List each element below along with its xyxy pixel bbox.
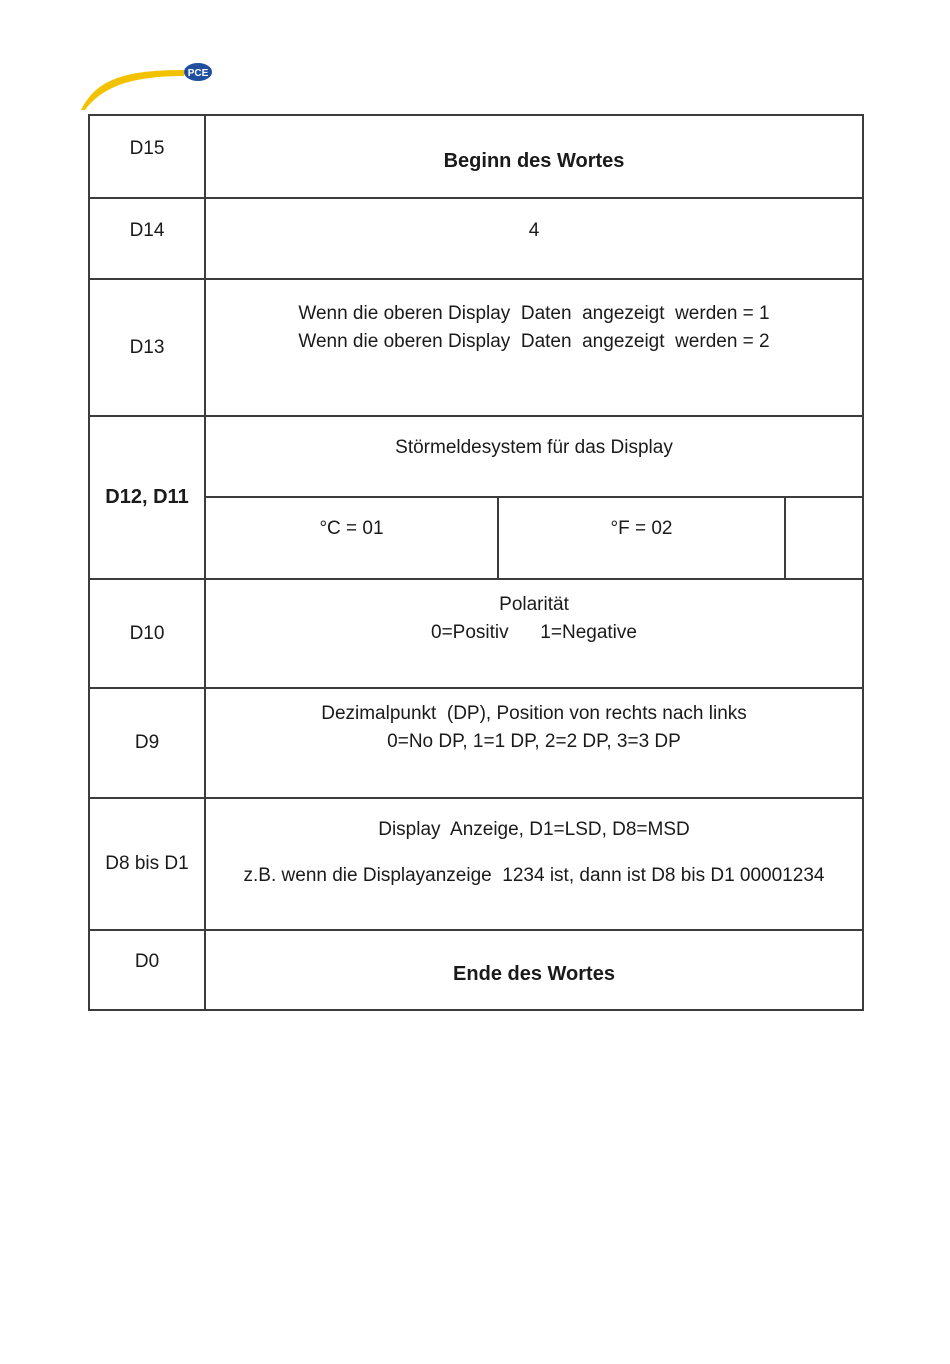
protocol-table — [88, 114, 864, 1011]
row-label: D9 — [90, 689, 206, 797]
row-label: D0 — [90, 931, 206, 1009]
row-label: D10 — [90, 580, 206, 687]
value-line: Polarität — [499, 594, 569, 615]
table-row-d9 — [90, 687, 862, 797]
table-row-d14 — [90, 197, 862, 278]
error-system-title: Störmeldesystem für das Display — [206, 417, 862, 498]
row-label: D8 bis D1 — [90, 799, 206, 929]
value-line: Display Anzeige, D1=LSD, D8=MSD — [378, 819, 690, 840]
table-row-d12-d11 — [90, 415, 862, 578]
value-line: Dezimalpunkt (DP), Position von rechts nach links — [321, 703, 747, 724]
row-value: 4 — [528, 220, 540, 241]
value-line: 0=No DP, 1=1 DP, 2=2 DP, 3=3 DP — [387, 731, 681, 752]
value-line: Wenn die oberen Display Daten angezeigt werden = 1 — [298, 303, 770, 324]
row-value — [206, 689, 862, 797]
logo-text: PCE — [187, 68, 209, 79]
row-label: D12, D11 — [90, 417, 206, 578]
fahrenheit-code: °F = 02 — [499, 498, 786, 578]
row-value — [206, 580, 862, 687]
table-row-d8-d1 — [90, 797, 862, 929]
row-label: D14 — [90, 199, 206, 278]
empty-cell — [786, 498, 862, 578]
row-value — [206, 280, 862, 415]
celsius-code: °C = 01 — [206, 498, 499, 578]
pce-logo — [78, 60, 218, 112]
value-line: Wenn die oberen Display Daten angezeigt werden = 2 — [298, 331, 770, 352]
value-line: 0=Positiv 1=Negative — [431, 622, 637, 643]
unit-codes — [206, 498, 862, 578]
table-row-d13 — [90, 278, 862, 415]
logo-swoosh — [81, 70, 184, 110]
row-label: D13 — [90, 280, 206, 415]
row-value: Beginn des Wortes — [443, 150, 625, 172]
spacer — [206, 841, 862, 865]
table-row-d10 — [90, 578, 862, 687]
value-line: z.B. wenn die Displayanzeige 1234 ist, dann ist D8 bis D1 00001234 — [243, 865, 825, 886]
row-value — [206, 799, 862, 929]
row-value: Ende des Wortes — [453, 963, 615, 985]
row-value — [206, 417, 862, 578]
table-row-d15 — [90, 116, 862, 197]
row-label: D15 — [90, 116, 206, 197]
table-row-d0 — [90, 929, 862, 1009]
